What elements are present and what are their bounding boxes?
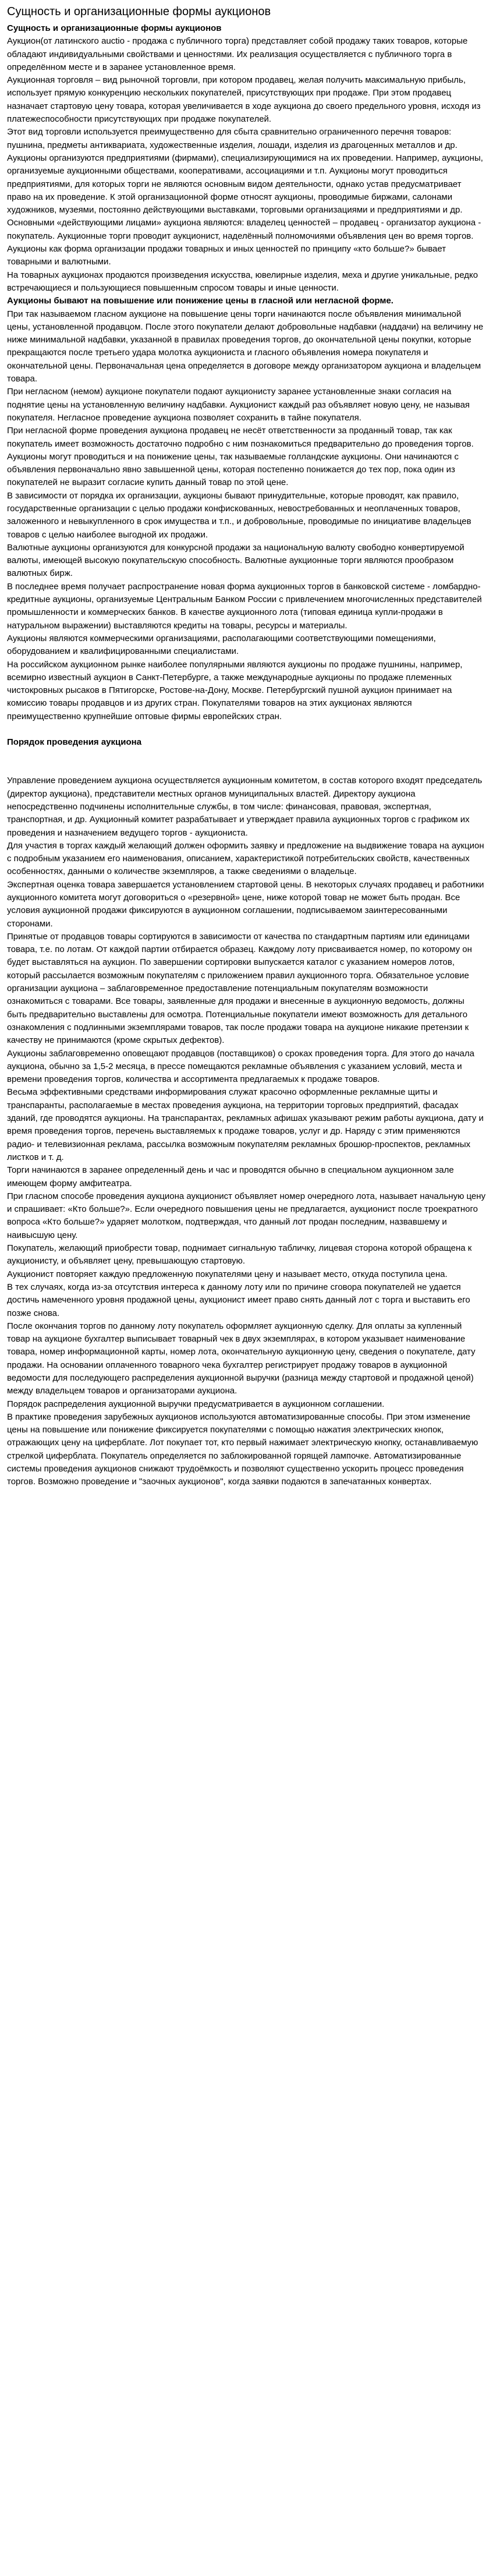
paragraph: Управление проведением аукциона осуществляется аукционным комитетом, в состав которого входят председатель (директор аукциона), представители местных органов муниципальных властей. Директору аукциона непосредственно подчинены исполнительные службы, в том числе: финансовая, правовая, экспертная, транспортная, и др. Аукционный комитет разрабатывает и утверждает правила аукционных торгов с графиком их проведения и назначением ведущего торгов - аукциониста. <box>7 776 483 838</box>
paragraph: Аукционная торговля – вид рыночной торговли, при котором продавец, желая получить максимальную прибыль, использует прямую конкуренцию нескольких покупателей, присутствующих при продаже. При этом продавец назначает стартовую цену товара, которая увеличивается в ходе аукциона до своего предельного уровня, исходя из платежеспособности присутствующих при продаже покупателей. <box>7 75 481 125</box>
heading-spacer <box>7 749 486 774</box>
paragraph: Основными «действующими лицами» аукциона являются: владелец ценностей – продавец - организатор аукциона - покупатель. Аукционные торги проводит аукционист, наделённый полномочиями объявления цен во время торгов. <box>7 218 481 241</box>
paragraph: В практике проведения зарубежных аукционов используются автоматизированные способы. При этом изменение цены на повышение или понижение фиксируется покупателями с помощью нажатия электрических кнопок, отражающих цену на циферблате. Лот покупает тот, кто первый нажимает электрическую кнопку, останавливаемую стрелкой циферблата. Покупатель определяется по заблокированной горящей лампочке. Автоматизированные системы проведения аукционов снижают трудоёмкость и позволяют существенно ускорить процесс проведения торгов. Возможно проведение и "заочных аукционов", когда заявки подаются в запечатанных конвертах. <box>7 1411 478 1487</box>
paragraph: На российском аукционном рынке наиболее популярными являются аукционы по продаже пушнины, например, всемирно известный аукцион в Санкт-Петербурге, а также международные аукционы по продаже племенных чистокровных рысаков в Пятигорске, Ростове-на-Дону, Москве. Петербургский пушной аукцион принимает на комиссию товары продавцов и из других стран. Покупателями товаров на этих аукционах являются преимущественно крупнейшие оптовые фирмы европейских стран. <box>7 659 463 721</box>
paragraph: Аукционы могут проводиться и на понижение цены, так называемые голландские аукционы. Они начинаются с объявления первоначально явно завышенной цены, которая постепенно понижается до тех пор, пока один из покупателей не выразит согласие купить данный товар по этой цене. <box>7 451 459 488</box>
paragraph: В зависимости от порядка их организации, аукционы бывают принудительные, которые проводят, как правило, государственные организации с целью продажи конфискованных, невостребованных и неоплаченных товаров, заложенного и невыкупленного в срок имущества и т.п., и добровольные, проводимые по инициативе владельцев товаров с целью наиболее выгодной их продажи. <box>7 490 471 540</box>
section-gap <box>7 723 486 736</box>
paragraph: Аукционы как форма организации продажи товарных и иных ценностей по принципу «кто больше?» бывает товарными и валютными. <box>7 244 446 267</box>
paragraph: В последнее время получает распространение новая форма аукционных торгов в банковской системе - ломбардно-кредитные аукционы, организуемые Центральным Банком России с привлечением многочисленных представителей промышленности и коммерческих банков. В качестве аукционного лота (типовая единица купли-продажи в натуральном выражении) выставляются кредиты на товары, ресурсы и материалы. <box>7 581 482 631</box>
paragraph: После окончания торгов по данному лоту покупатель оформляет аукционную сделку. Для оплаты за купленный товар на аукционе бухгалтер выписывает товарный чек в двух экземплярах, в котором указывает наименование товара, номер информационной карты, номер лота, окончательную аукционную цену, сведения о покупателе, дату продажи. На основании оплаченного товарного чека бухгалтер регистрирует продажу товаров в аукционной ведомости для последующего распределения аукционной выручки (разница между стартовой и продажной ценой) между владельцем товаров и организаторами аукциона. <box>7 1321 476 1396</box>
paragraph: Аукционы заблаговременно оповещают продавцов (поставщиков) о сроках проведения торга. Для этого до начала аукциона, обычно за 1,5-2 месяца, в прессе помещаются рекламные объявления с указанием условий, места и времени проведения торгов, количества и ассортимента предлагаемых к продаже товаров. <box>7 1048 474 1085</box>
paragraph: Покупатель, желающий приобрести товар, поднимает сигнальную табличку, лицевая сторона которой обращена к аукционисту, и объявляет цену, превышающую стартовую. <box>7 1243 472 1266</box>
section-procedure-heading: Порядок проведения аукциона <box>7 737 142 748</box>
paragraph: При гласном способе проведения аукциона аукционист объявляет номер очередного лота, называет начальную цену и спрашивает: «Кто больше?». Если очередного повышения цены не предлагается, аукционист после троекратного вопроса «Кто больше?» ударяет молотком, подтверждая, что данный лот продан последним, назвавшему и наивысшую цену. <box>7 1191 486 1240</box>
paragraph: Порядок распределения аукционной выручки предусматривается в аукционном соглашении. <box>7 1399 385 1409</box>
paragraph: Аукционы организуются предприятиями (фирмами), специализирующимися на их проведении. Например, аукционы, организуемые аукционными обществами, кооперативами, ассоциациями и т.п. Аукционы могут проводиться предприятиями, для которых торги не являются основным видом деятельности, однако устав предусматривает право на их проведение. К этой организационной форме относят аукционы, проводимые биржами, салонами художников, музеями, постоянно действующими выставками, торговыми организациями и предприятиями и др. <box>7 153 483 215</box>
section-essence-heading: Сущность и организационные формы аукционов <box>7 23 222 33</box>
paragraph: Для участия в торгах каждый желающий должен оформить заявку и предложение на выдвижение товара на аукцион с подробным указанием его наименования, описанием, характеристикой потребительских свойств, качественных особенностях, данными о количестве экземпляров, а также сведениями о владельце. <box>7 840 484 877</box>
paragraph: Аукцион(от латинского auctio - продажа с публичного торга) представляет собой продажу таких товаров, которые обладают индивидуальными свойствами и ценностями. Их реализация осуществляется с публичного торга в определённом месте и в заранее установленное время. <box>7 36 468 72</box>
paragraph: В тех случаях, когда из-за отсутствия интереса к данному лоту или по причине сговора покупателей не удается достичь намеченного уровня продажной цены, аукционист имеет право снять данный лот с торга и выставить его позже снова. <box>7 1282 470 1318</box>
paragraph: Этот вид торговли используется преимущественно для сбыта сравнительно ограниченного перечня товаров: пушнина, предметы антиквариата, художественные изделия, лошади, изделия из драгоценных металлов и др. <box>7 127 457 150</box>
paragraph: Весьма эффективными средствами информирования служат красочно оформленные рекламные щиты и транспаранты, располагаемые в местах проведения аукциона, на территории торговых предприятий, фасадах зданий, где проводятся аукционы. На транспарантах, рекламных афишах указывают режим работы аукциона, дату и время проведения торгов, перечень выставляемых к продаже товаров, услуг и др. Наряду с этим применяются радио- и телевизионная реклама, рассылка возможным покупателям рекламных брошюр-проспектов, рекламных листков и т. д. <box>7 1087 484 1162</box>
paragraph: Валютные аукционы организуются для конкурсной продажи за национальную валюту свободно конвертируемой валюты, имеющей высокую покупательскую способность. Валютные аукционные торги являются прообразом валютных бирж. <box>7 542 464 579</box>
paragraph-bold: Аукционы бывают на повышение или понижение цены в гласной или негласной форме. <box>7 296 393 306</box>
paragraph: При негласном (немом) аукционе покупатели подают аукционисту заранее установленные знаки согласия на поднятие цены на установленную величину надбавки. Аукционист каждый раз объявляет новую цену, не называя покупателя. Негласное проведение аукциона позволяет сохранить в тайне покупателя. <box>7 387 470 423</box>
section-essence <box>7 22 486 723</box>
page-title: Сущность и организационные формы аукционов <box>7 5 271 18</box>
paragraph: Аукционист повторяет каждую предложенную покупателями цену и называет место, откуда поступила цена. <box>7 1269 448 1279</box>
section-procedure <box>7 736 486 1489</box>
paragraph: Принятые от продавцов товары сортируются в зависимости от качества по стандартным партиям или единицами товара, т.е. по лотам. От каждой партии отбирается образец. Каждому лоту присваивается номер, по которому он будет выставляться на аукцион. По завершении сортировки выпускается каталог с указанием номеров лотов, который рассылается возможным покупателям с приложением правил аукционного торга. Обязательное условие организации аукциона – заблаговременное предоставление потенциальным покупателям возможности ознакомиться с товарами. Все товары, заявленные для продажи и внесенные в аукционную ведомость, должны быть предварительно выставлены для осмотра. Потенциальные покупатели имеют возможность для детального ознакомления с подлинными экземплярами товаров, так после продажи товара на аукционе никакие претензии к качеству не принимаются (кроме скрытых дефектов). <box>7 931 472 1046</box>
paragraph: При так называемом гласном аукционе на повышение цены торги начинаются после объявления минимальной цены, установленной продавцом. После этого покупатели делают добровольные надбавки (наддачи) на величину не ниже минимальной надбавки, указанной в правилах проведения торгов, до окончательной цены покупки, которые прекращаются после третьего удара молотка аукциониста и гласного объявления номера покупателя и окончательной цены. Первоначальная цена определяется в договоре между организатором аукциона и владельцем товара. <box>7 309 484 384</box>
paragraph: При негласной форме проведения аукциона продавец не несёт ответственности за проданный товар, так как покупатель имеет возможность достаточно подробно с ним познакомиться предварительно до проведения торгов. <box>7 426 474 449</box>
paragraph: Экспертная оценка товара завершается установлением стартовой цены. В некоторых случаях продавец и работники аукционного комитета могут договориться о «резервной» цене, ниже которой товар не может быть продан. Все условия аукционной продажи фиксируются в аукционном соглашении, подписываемом заинтересованными сторонами. <box>7 879 484 929</box>
paragraph: Торги начинаются в заранее определенный день и час и проводятся обычно в специальном аукционном зале имеющем форму амфитеатра. <box>7 1165 454 1188</box>
paragraph: На товарных аукционах продаются произведения искусства, ювелирные изделия, меха и другие уникальные, редко встречающиеся и пользующиеся повышенным спросом товары и иные ценности. <box>7 270 478 293</box>
paragraph: Аукционы являются коммерческими организациями, располагающими соответствующими помещениями, оборудованием и квалифицированными специалистами. <box>7 633 436 657</box>
